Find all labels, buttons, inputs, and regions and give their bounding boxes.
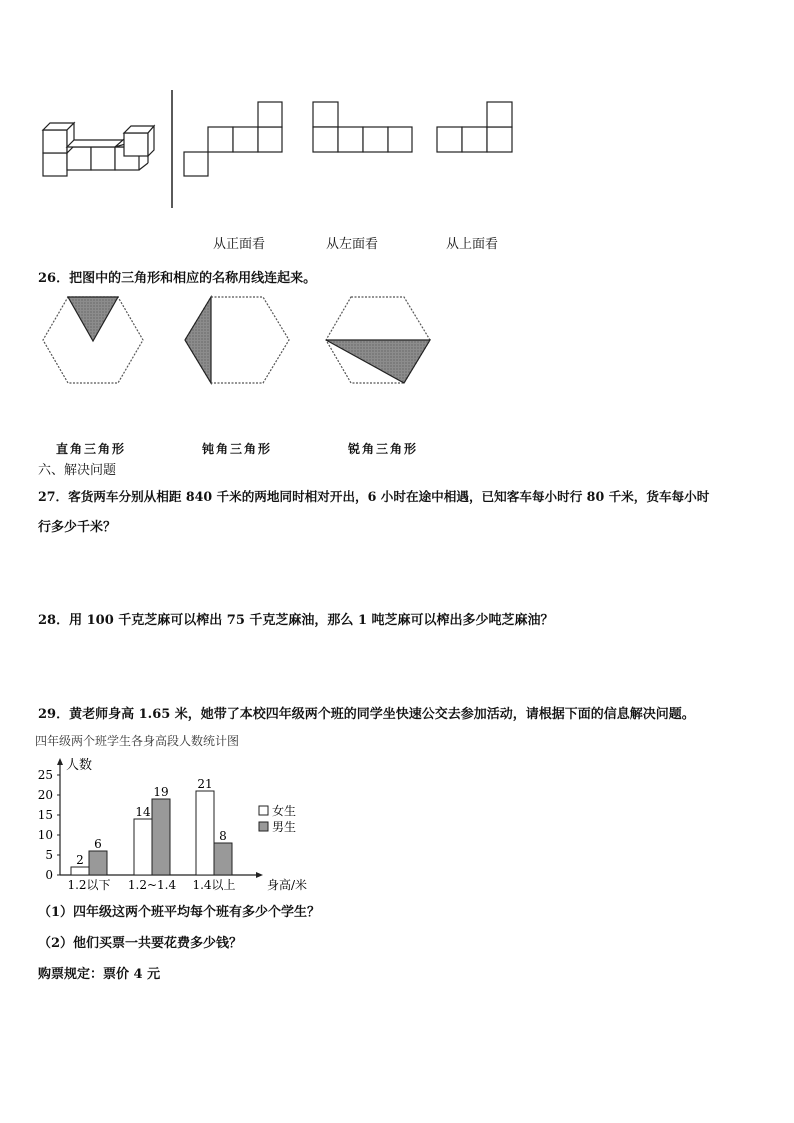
x-axis-label: 身高/米: [267, 878, 308, 892]
three-view-drawing: [0, 0, 794, 230]
bar-value-label: 6: [94, 837, 102, 851]
bar-value-label: 2: [76, 853, 84, 867]
question-29-sub2: （2）他们买票一共要花费多少钱？: [38, 936, 243, 951]
y-axis-arrow: [57, 758, 63, 765]
three-view-figure: [0, 0, 794, 230]
bar-chart: [30, 728, 330, 898]
hexagon-drawing: [0, 290, 794, 390]
legend-swatch: [259, 806, 268, 815]
bar-girls: [134, 819, 152, 875]
question-29: 29．黄老师身高 1.65 米，她带了本校四年级两个班的同学坐快速公交去参加活动，请根据下面的信息解决问题。: [38, 707, 695, 722]
hexagon-3: [326, 297, 430, 383]
question-27-line1: 27．客货两车分别从相距 840 千米的两地同时相对开出，6 小时在途中相遇，已知客车每小时行 80 千米，货车每小时: [38, 489, 710, 504]
front-view: [184, 102, 282, 176]
section-heading: 六、解决问题: [38, 463, 117, 478]
y-tick-label: 25: [37, 768, 53, 782]
bar-girls: [196, 791, 214, 875]
legend-label: 男生: [272, 820, 297, 834]
view-label-left: 从左面看: [326, 237, 379, 252]
y-tick-label: 20: [37, 788, 53, 802]
x-tick-label: 1.4以上: [192, 878, 236, 892]
legend-swatch: [259, 822, 268, 831]
bar-chart-svg: [30, 728, 330, 898]
cube-solid: [43, 123, 154, 176]
top-view: [437, 102, 512, 152]
bar-value-label: 21: [197, 777, 213, 791]
y-tick-label: 10: [37, 828, 53, 842]
bar-boys: [152, 799, 170, 875]
legend-label: 女生: [272, 804, 297, 818]
x-axis-arrow: [256, 872, 263, 878]
question-26: 26．把图中的三角形和相应的名称用线连起来。: [38, 271, 317, 286]
bar-value-label: 8: [219, 829, 227, 843]
x-tick-label: 1.2~1.4: [127, 878, 177, 892]
bar-boys: [214, 843, 232, 875]
ticket-rule: 购票规定：票价 4 元: [38, 967, 161, 982]
bar-boys: [89, 851, 107, 875]
bar-value-label: 19: [153, 785, 169, 799]
name-acute-triangle: 锐角三角形: [348, 442, 419, 456]
hexagon-figures: [0, 290, 794, 390]
y-tick-label: 15: [37, 808, 53, 822]
y-tick-label: 5: [45, 848, 53, 862]
y-tick-label: 0: [45, 868, 53, 882]
question-27-line2: 行多少千米？: [38, 520, 117, 535]
hexagon-2: [185, 297, 289, 383]
y-axis-label: 人数: [66, 758, 93, 773]
view-label-front: 从正面看: [213, 237, 266, 252]
name-right-triangle: 直角三角形: [56, 442, 127, 456]
hexagon-1: [43, 297, 143, 383]
bar-girls: [71, 867, 89, 875]
bar-value-label: 14: [135, 805, 151, 819]
name-obtuse-triangle: 钝角三角形: [202, 442, 273, 456]
view-label-top: 从上面看: [446, 237, 499, 252]
question-28: 28．用 100 千克芝麻可以榨出 75 千克芝麻油，那么 1 吨芝麻可以榨出多少吨芝麻油？: [38, 613, 554, 628]
left-view: [313, 102, 412, 152]
x-tick-label: 1.2以下: [67, 878, 111, 892]
chart-title: 四年级两个班学生各身高段人数统计图: [35, 734, 240, 748]
question-29-sub1: （1）四年级这两个班平均每个班有多少个学生？: [38, 905, 321, 920]
